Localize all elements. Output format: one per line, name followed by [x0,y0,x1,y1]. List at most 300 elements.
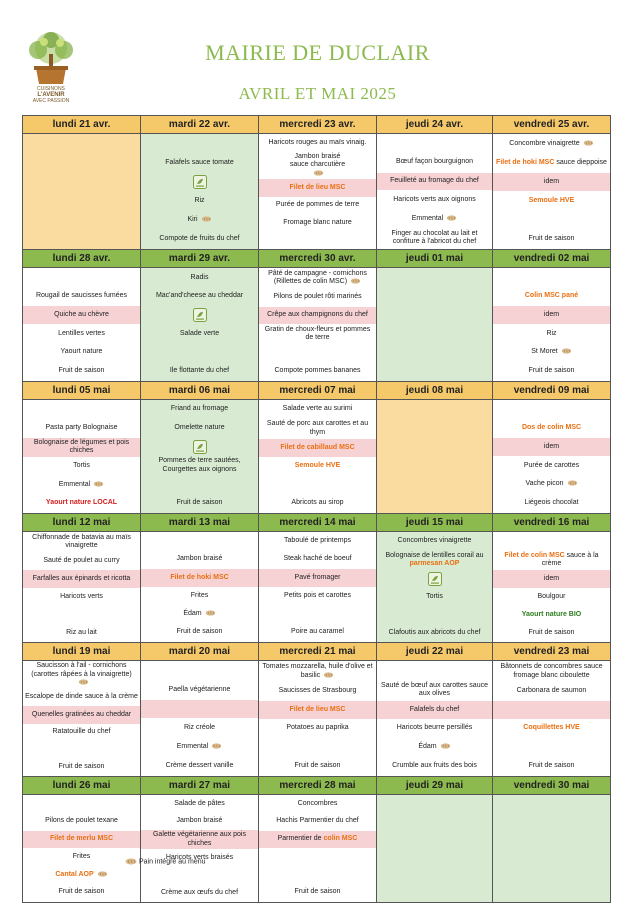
menu-item [23,306,140,324]
menu-item-text: Sauté de porc aux carottes et au thym [266,420,369,436]
menu-item [141,476,258,494]
week-header-row [23,643,611,661]
menu-item-text: Concombres vinaigrette [397,537,472,544]
menu-item-lead: Parmentier de [277,835,324,843]
menu-item [23,831,140,849]
menu-item-text: Fruit de saison [176,499,223,507]
menu-item-text: Fruit de saison [58,366,105,374]
menu-item-text: Galette végétarienne aux pois chiches [152,831,246,847]
menu-item-text: Bolognaise de légumes et pois chiches [33,438,130,455]
menu-item [493,192,610,210]
menu-item [493,401,610,419]
day-header [141,382,259,400]
day-header [141,643,259,661]
menu-item [23,848,140,866]
day-header [259,777,377,795]
day-label: mardi 22 avr. [168,119,231,130]
menu-item [141,606,258,624]
menu-item [23,288,140,306]
menu-item-text: Quiche au chèvre [54,310,109,318]
menu-item [493,551,610,570]
menu-item-lead: Bolognaise de lentilles corail au [385,551,484,559]
menu-item-text: Fruit de saison [58,763,105,770]
week-menu-row [23,532,611,643]
day-label: lundi 12 mai [52,517,111,528]
day-label: mardi 06 mai [168,385,231,396]
day-label: mercredi 23 avr. [279,119,356,130]
menu-item-text: Carbonara de saumon [516,686,587,694]
menu-item [259,795,376,813]
menu-item [259,533,376,551]
menu-item [259,419,376,438]
day-menu-cell [141,661,259,777]
day-header [259,250,377,268]
menu-item [259,551,376,569]
day-label: mardi 20 mai [168,646,231,657]
menu-item [259,569,376,587]
menu-item [377,606,492,624]
menu-item-text: Pommes de terre sautées, Courgettes aux oignons [158,457,241,473]
day-header [23,382,141,400]
menu-item [141,192,258,210]
menu-item [259,307,376,325]
day-menu-cell [259,661,377,777]
menu-item [23,759,140,777]
menu-item [259,624,376,642]
day-label: vendredi 25 avr. [513,119,590,130]
menu-item-text: Tortis [73,462,90,470]
menu-item-text: Rougail de saucisses fumées [35,292,128,300]
menu-item [23,476,140,494]
menu-item [23,458,140,476]
day-label: mardi 27 mai [168,780,231,791]
menu-item-text: Pilons de poulet texane [45,817,118,825]
menu-item-text: Kiri [187,215,198,223]
menu-item [23,795,140,813]
menu-item-text: Édam [418,743,437,751]
day-header [377,382,493,400]
menu-item [259,587,376,605]
menu-item [141,401,258,419]
logo-line-1: CUISINONS [37,86,65,92]
menu-item [141,700,258,718]
menu-item-highlight: colin MSC [323,835,358,843]
menu-item-text: Compote de fruits du chef [159,234,240,242]
menu-item-text: Cantal AOP [55,870,94,878]
menu-item-text: idem [543,574,560,582]
day-label: lundi 21 avr. [52,119,111,130]
menu-item [259,739,376,757]
day-menu-cell [23,532,141,643]
menu-item-text: Falafels sauce tomate [165,158,234,166]
menu-item [259,134,376,152]
menu-item-text: Mac'and'cheese au cheddar [155,292,244,300]
menu-item [493,154,610,172]
vegetarian-icon [193,440,207,454]
menu-item-text: Frites [72,852,91,860]
menu-item [23,570,140,588]
vegetarian-icon [193,308,207,322]
menu-item [141,884,258,902]
menu-item [23,724,140,742]
menu-item-text: Escalope de dinde sauce à la crème [25,693,138,700]
menu-item [493,230,610,248]
menu-item [23,741,140,759]
bread-icon [211,743,222,749]
menu-item-text: Haricots beurre persillés [396,724,473,732]
day-label: vendredi 30 mai [513,780,590,791]
menu-item [23,884,140,902]
week-header-row [23,382,611,400]
vegetarian-icon [193,175,207,189]
menu-item [377,739,492,757]
menu-item-text: Emmental [411,214,444,222]
day-header [141,777,259,795]
menu-item [259,662,376,681]
day-label: jeudi 08 mai [405,385,464,396]
day-header [141,514,259,532]
menu-item [259,720,376,738]
menu-item [23,419,140,437]
menu-item [259,606,376,624]
bread-icon [205,610,216,616]
bread-icon [323,672,334,678]
day-menu-cell [493,400,611,514]
menu-item [493,344,610,362]
day-header [493,116,611,134]
menu-item-text: Filet de hoki MSC [170,573,229,581]
day-menu-cell [377,532,493,643]
menu-item-text: Haricots verts [60,592,103,600]
menu-item-text: Semoule HVE [294,462,341,470]
menu-item-text: Filet de lieu MSC [289,705,346,713]
logo-line-2: L'AVENIR [37,92,65,98]
day-label: mercredi 30 avr. [279,253,356,264]
menu-item [141,154,258,172]
menu-item-text: Clafoutis aux abricots du chef [388,628,481,636]
menu-item-text: Petits pois et carottes [284,591,351,599]
menu-item-text: Paella végétarienne [168,685,231,693]
menu-item-text: Tortis [426,592,443,600]
day-label: jeudi 22 mai [405,646,464,657]
day-header [259,116,377,134]
menu-item-text: Riz [546,329,557,337]
menu-item-text: Crêpe aux champignons du chef [267,311,368,319]
day-menu-cell [259,268,377,382]
menu-item [259,813,376,831]
menu-item-text: Ratatouille du chef [52,728,111,735]
menu-item [377,570,492,588]
menu-item [23,689,140,707]
menu-item [141,795,258,813]
logo-line-3: AVEC PASSION [32,98,70,104]
week-menu-row [23,661,611,777]
legend [125,858,206,865]
menu-item [377,624,492,642]
menu-item-text: Falafels du chef [409,705,460,713]
day-menu-cell [493,532,611,643]
day-menu-cell [493,661,611,777]
menu-item [259,179,376,197]
menu-item [377,662,492,680]
menu-item [141,438,258,456]
week-menu-row [23,134,611,250]
day-header [493,250,611,268]
menu-item-text: Frites [190,591,209,599]
day-menu-cell [138,795,259,903]
menu-item-text: Liégeois chocolat [524,498,579,506]
menu-item [493,662,610,681]
menu-item [377,701,492,719]
menu-item-text: Friand au fromage [170,405,229,413]
menu-item-text: Jambon braisé [176,555,223,563]
menu-item-text: Sauté de bœuf aux carottes sauce aux olives [380,681,488,698]
bread-icon [446,215,457,221]
day-menu-cell [259,795,377,903]
menu-item-text: Filet de lieu MSC [289,183,346,191]
menu-item [141,306,258,324]
page-subtitle: AVRIL ET MAI 2025 [238,84,397,103]
day-header [141,250,259,268]
menu-item [493,173,610,191]
menu-item [377,154,492,172]
menu-item [259,197,376,215]
menu-item [141,757,258,775]
day-header [23,514,141,532]
menu-item-text: St Moret [531,348,558,356]
menu-item [23,495,140,513]
menu-item [493,720,610,738]
menu-item [259,288,376,306]
bread-icon [97,871,108,877]
menu-item [493,211,610,229]
menu-item-text: Fruit de saison [528,366,575,374]
menu-item [259,848,376,866]
bread-icon [567,480,578,486]
menu-item-text: Vache picon [525,480,564,488]
menu-item-text: idem [543,442,560,450]
menu-item: Jambon braisé sauce charcutière [259,152,376,180]
menu-item-text: Yaourt nature [60,348,103,356]
menu-item-text: idem [543,310,560,318]
menu-item-rest: sauce à la crème [541,551,599,567]
day-label: mercredi 21 mai [279,646,356,657]
menu-item [141,135,258,153]
day-menu-cell [377,400,493,514]
day-menu-cell [377,795,493,903]
menu-item [377,720,492,738]
menu-item-text: Haricots verts braisés [165,853,234,861]
week-menu-row [23,268,611,382]
menu-item-text: Dos de colin MSC [521,424,582,432]
bread-icon [350,278,361,284]
day-label: lundi 28 avr. [52,253,111,264]
menu-item [493,570,610,588]
menu-item [141,662,258,680]
menu-item-text: Compote pommes bananes [274,367,361,375]
menu-item [141,344,258,362]
menu-item [23,606,140,624]
menu-item [377,681,492,700]
menu-item [141,419,258,437]
menu-item [493,325,610,343]
menu-item [23,661,140,689]
menu-item [23,552,140,570]
menu-item [141,533,258,551]
menu-item-text: Farfalles aux épinards et ricotta [32,574,131,582]
day-menu-cell [493,268,611,382]
menu-item [259,458,376,476]
menu-item-text: Bœuf façon bourguignon [395,158,474,166]
day-label: mercredi 28 mai [279,780,356,791]
menu-item [493,494,610,512]
menu-item [23,344,140,362]
day-label: mercredi 14 mai [279,517,356,528]
menu-item [141,456,258,475]
day-header [377,116,493,134]
menu-item [259,232,376,250]
menu-item [23,866,140,884]
bread-icon [440,743,451,749]
menu-item-text: Pavé fromager [294,573,341,581]
day-label: mercredi 07 mai [279,385,356,396]
bread-icon [93,481,104,487]
menu-item [23,588,140,606]
menu-item [259,363,376,381]
menu-item [23,325,140,343]
day-menu-cell [377,268,493,382]
day-menu-cell [141,268,259,382]
day-menu-cell [23,268,141,382]
menu-item-highlight: Filet de hoki MSC [496,158,555,166]
day-label: jeudi 24 avr. [405,119,464,130]
menu-item-text: Lentilles vertes [58,329,105,337]
menu-item [493,306,610,324]
day-menu-cell [377,661,493,777]
menu-item-text: Riz créole [183,723,216,731]
week-menu-row [23,400,611,514]
menu-item-text: Tomates mozzarella, huile d'olive et basilic [262,663,373,679]
day-menu-cell [493,795,611,903]
menu-item [493,757,610,775]
menu-item-text: Jambon braisé [176,817,223,824]
menu-item [493,701,610,719]
menu-item-text: Fruit de saison [176,628,223,636]
day-header [377,777,493,795]
menu-item [23,813,140,831]
week-menu-row [23,795,611,903]
day-label: lundi 19 mai [52,646,111,657]
day-menu-cell [141,134,259,250]
menu-item-text: Boulgour [537,592,566,600]
menu-item-text: Emmental [176,742,209,750]
day-menu-cell [141,400,259,514]
menu-item [23,438,140,457]
menu-item-text: Riz au lait [66,628,97,636]
day-label: jeudi 15 mai [405,517,464,528]
menu-item [493,682,610,700]
day-header [493,514,611,532]
week-header-row [23,250,611,268]
day-label: mardi 13 mai [168,517,231,528]
menu-item-text: Fruit de saison [58,888,105,896]
day-menu-cell [259,532,377,643]
menu-item [377,135,492,153]
menu-item-text: Salade verte au surimi [282,405,353,413]
menu-item-text: Fruit de saison [528,761,575,769]
menu-item [493,420,610,438]
menu-item [141,719,258,737]
menu-table [22,115,611,903]
menu-item-text: Haricots verts aux oignons [393,195,476,203]
week-header-row [23,777,611,795]
menu-item-text: Filet de cabillaud MSC [280,443,355,451]
day-header [493,382,611,400]
menu-item [377,588,492,606]
menu-item [493,588,610,606]
legend-text: Pain intégré au menu [138,858,206,866]
day-menu-cell [141,532,259,643]
day-header [377,643,493,661]
week-header-row [23,116,611,134]
day-header [23,643,141,661]
week-header-row [23,514,611,532]
menu-item-text: Salade de pâtes [174,799,225,807]
day-header [377,514,493,532]
menu-item-text: Crème aux œufs du chef [160,888,239,896]
day-menu-cell [23,134,141,250]
menu-item [23,533,140,552]
day-label: jeudi 29 mai [405,780,464,791]
menu-item [259,757,376,775]
day-menu-cell [23,400,141,514]
menu-item [141,830,258,849]
menu-item [141,867,258,885]
menu-item-text: Radis [190,273,209,281]
menu-item-text: Saucisses de Strasbourg [278,686,357,694]
menu-item [377,551,492,570]
menu-item-text: Yaourt nature BIO [521,610,582,618]
menu-item [141,230,258,248]
menu-item [141,362,258,380]
menu-item [259,401,376,419]
menu-item [259,831,376,849]
menu-item-highlight: parmesan AOP [409,560,460,567]
menu-item-text: Purée de pommes de terre [275,201,360,208]
menu-item [259,439,376,457]
vegetarian-icon [428,572,442,586]
menu-item-text: Colin MSC pané [524,292,579,300]
menu-item-text: Fruit de saison [528,628,575,636]
menu-item-text: Coquillettes HVE [523,724,580,732]
day-header [23,777,141,795]
menu-item-text: Concombres [297,799,338,807]
menu-item-text: Steak haché de boeuf [283,555,352,563]
menu-item [259,682,376,700]
menu-item-text: Haricots rouges au maïs vinaig. [268,138,367,146]
menu-item-text: Fromage blanc nature [283,218,352,226]
menu-item [141,738,258,756]
menu-item [141,173,258,191]
menu-item [259,345,376,363]
day-menu-cell [259,400,377,514]
day-label: vendredi 16 mai [513,517,590,528]
menu-item-text: Crumble aux fruits des bois [392,761,477,769]
menu-item [141,587,258,605]
menu-item-text: Ile flottante du chef [169,366,230,374]
menu-item [23,706,140,724]
menu-item [377,173,492,191]
